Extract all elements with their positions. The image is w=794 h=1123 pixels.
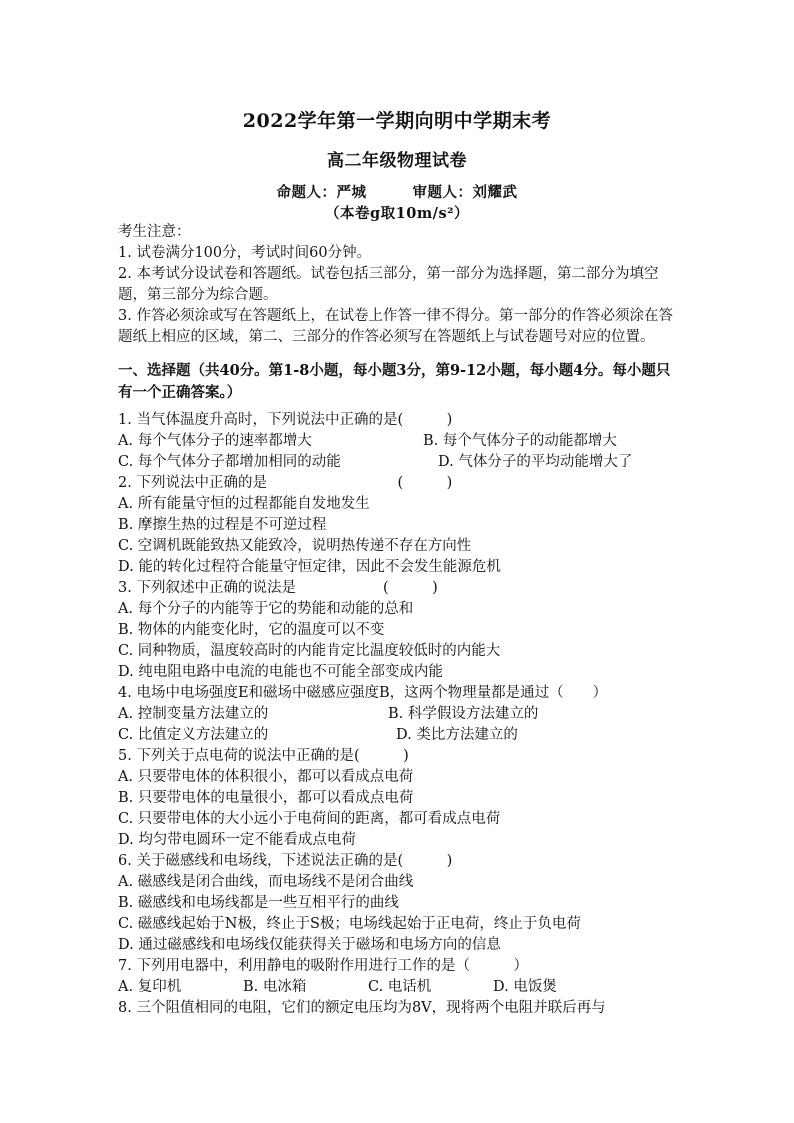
option-d: D. 通过磁感线和电场线仅能获得关于磁场和电场方向的信息	[118, 937, 501, 953]
option-b: B. 科学假设方法建立的	[388, 706, 539, 722]
g-note: （本卷g取10m/s²）	[325, 205, 469, 222]
option-a: A. 所有能量守恒的过程都能自发地发生	[118, 496, 370, 512]
question-stem: 2. 下列说法中正确的是 ( )	[118, 475, 453, 491]
option-c: C. 比值定义方法建立的	[118, 727, 269, 743]
question-stem: 5. 下列关于点电荷的说法中正确的是( )	[118, 748, 409, 764]
option-a: A. 复印机	[118, 979, 182, 995]
option-d: D. 气体分子的平均动能增大了	[438, 454, 633, 470]
notice-item: 2. 本考试分设试卷和答题纸。试卷包括三部分，第一部分为选择题，第二部分为填空题，第三部分为综合题。	[118, 266, 659, 303]
author-line	[0, 181, 794, 202]
option-c: C. 同种物质，温度较高时的内能肯定比温度较低时的内能大	[118, 643, 501, 659]
option-b: B. 每个气体分子的动能都增大	[423, 433, 617, 449]
option-row	[118, 452, 678, 473]
option-b: B. 磁感线和电场线都是一些互相平行的曲线	[118, 895, 399, 911]
option-c: C. 磁感线起始于N极，终止于S极；电场线起始于正电荷，终止于负电荷	[118, 916, 581, 932]
section-heading: 一、选择题（共40分。第1-8小题，每小题3分，第9-12小题，每小题4分。每小题只有一个正确答案。）	[118, 362, 671, 401]
option-d: D. 纯电阻电路中电流的电能也不可能全部变成内能	[118, 664, 443, 680]
option-b: B. 只要带电体的电量很小，都可以看成点电荷	[118, 790, 414, 806]
option-a: A. 每个气体分子的速率都增大	[118, 433, 312, 449]
option-c: C. 空调机既能致热又能致冷，说明热传递不存在方向性	[118, 538, 472, 554]
option-a: A. 控制变量方法建立的	[118, 706, 269, 722]
reviewer-name: 审题人：刘耀武	[412, 184, 518, 201]
option-d: D. 能的转化过程符合能量守恒定律，因此不会发生能源危机	[118, 559, 501, 575]
option-b: B. 物体的内能变化时，它的温度可以不变	[118, 622, 385, 638]
exam-subtitle: 高二年级物理试卷	[327, 151, 467, 171]
option-a: A. 磁感线是闭合曲线，而电场线不是闭合曲线	[118, 874, 414, 890]
option-row	[118, 977, 678, 998]
option-d: D. 类比方法建立的	[396, 727, 518, 743]
option-row	[118, 725, 678, 746]
notice-item: 1. 试卷满分100分，考试时间60分钟。	[118, 245, 372, 261]
setter-name: 命题人：严城	[276, 184, 367, 201]
option-d: D. 均匀带电圆环一定不能看成点电荷	[118, 832, 356, 848]
option-a: A. 只要带电体的体积很小，都可以看成点电荷	[118, 769, 414, 785]
notice-item: 3. 作答必须涂或写在答题纸上，在试卷上作答一律不得分。第一部分的作答必须涂在答题纸上相应的区域，第二、三部分的作答必须写在答题纸上与试卷题号对应的位置。	[118, 308, 673, 345]
option-d: D. 电饭煲	[493, 979, 557, 995]
question-stem: 1. 当气体温度升高时，下列说法中正确的是( )	[118, 412, 453, 428]
option-c: C. 每个气体分子都增加相同的动能	[118, 454, 341, 470]
option-row	[118, 431, 678, 452]
question-stem: 8. 三个阻值相同的电阻，它们的额定电压均为8V，现将两个电阻并联后再与	[118, 1000, 606, 1016]
question-stem: 6. 关于磁感线和电场线，下述说法正确的是( )	[118, 853, 453, 869]
notice-heading: 考生注意：	[118, 224, 191, 240]
question-stem: 3. 下列叙述中正确的说法是 ( )	[118, 580, 438, 596]
option-c: C. 只要带电体的大小远小于电荷间的距离，都可看成点电荷	[118, 811, 501, 827]
option-b: B. 电冰箱	[243, 979, 307, 995]
exam-body	[118, 222, 678, 1019]
option-b: B. 摩擦生热的过程是不可逆过程	[118, 517, 327, 533]
option-row	[118, 704, 678, 725]
option-c: C. 电话机	[368, 979, 432, 995]
option-a: A. 每个分子的内能等于它的势能和动能的总和	[118, 601, 414, 617]
question-stem: 4. 电场中电场强度E和磁场中磁感应强度B，这两个物理量都是通过（ ）	[118, 685, 608, 701]
exam-title: 2022学年第一学期向明中学期末考	[242, 110, 552, 132]
question-stem: 7. 下列用电器中，利用静电的吸附作用进行工作的是（ ）	[118, 958, 528, 974]
